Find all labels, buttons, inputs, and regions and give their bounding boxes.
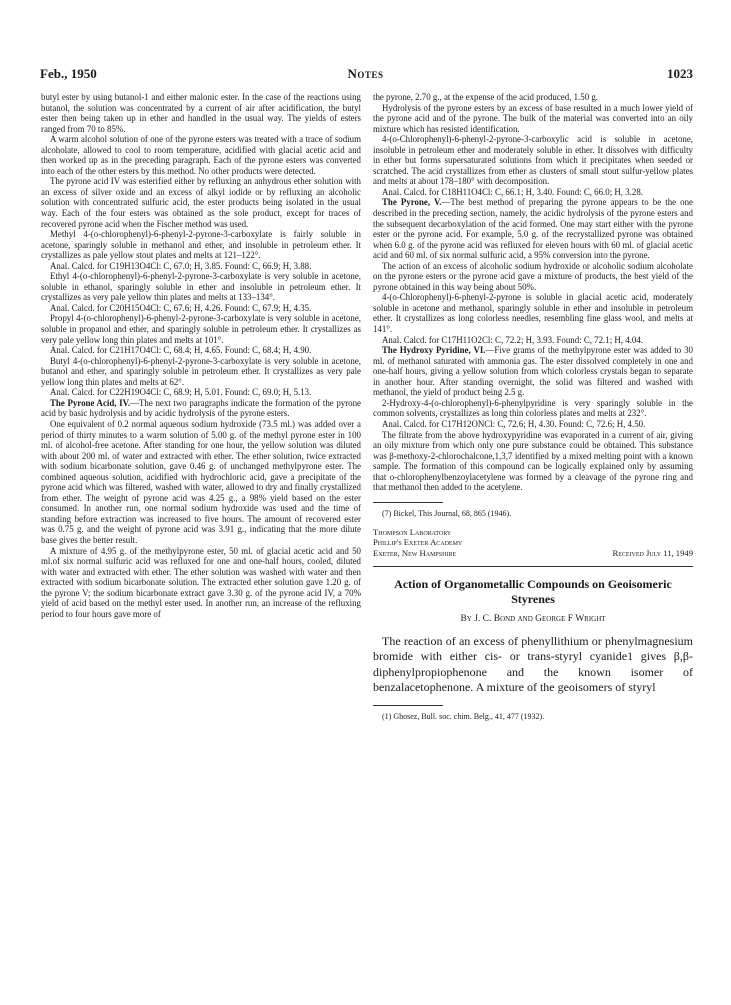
- compound-description: 4-(o-Chlorophenyl)-6-phenyl-2-pyrone is soluble in glacial acetic acid, moderately soluble in acetone and methanol, sparingly soluble in ether and insoluble in petroleum ether. It crystallizes as long colorless needles, resembling fine glass wool, and melts at 141°.: [373, 292, 693, 335]
- paragraph: A mixture of 4.95 g. of the methylpyrone ester, 50 ml. of glacial acetic acid and 50 ml.of six normal sulfuric acid was refluxed for one and one-half hours, cooled, diluted with water and extracted with ether. The ether solution was washed with water and then extracted with sodium bicarbonate solution. The extracted ether solution gave 1.20 g. of the pyrone V; the sodium bicarbonate extract gave 3.30 g. of the pyrone acid IV, a 70% yield of acid based on the methyl ester used. In another run, an increase of the refluxing period to four hours gave more of: [41, 545, 361, 619]
- paragraph: The filtrate from the above hydroxypyridine was evaporated in a current of air, giving an oily mixture from which only one pure substance could be obtained. This substance was β-methoxy-2-chlorochalcone,1,3,7 identified by a mixed melting point with a known sample. The formation of this compound can be logically explained only by assuming that o-chlorophenylbenzoylacetylene was formed by a cleavage of the pyrone ring and that methanol then added to the acetylene.: [373, 429, 693, 493]
- compound-description: Methyl 4-(o-chlorophenyl)-6-phenyl-2-pyrone-3-carboxylate is fairly soluble in acetone, sparingly soluble in methanol and ether, and insoluble in petroleum ether. It crystallizes as pale yellow stout plates and melts at 121–122°.: [41, 229, 361, 261]
- analysis-line: Anal. Calcd. for C20H15O4Cl: C, 67.6; H, 4.26. Found: C, 67.9; H, 4.35.: [50, 302, 312, 313]
- footnote: (7) Bickel, This Journal, 68, 865 (1946).: [382, 508, 512, 518]
- paragraph: the pyrone, 2.70 g., at the expense of the acid produced, 1.50 g.: [373, 92, 599, 102]
- article-intro: The reaction of an excess of phenyllithium or phenylmagnesium bromide with either cis- or trans-styryl cyanide1 gives β,β-diphenylpropiophenone and the known isomer of benzalacetophenone. A mixture of the geoisomers of styryl: [373, 633, 693, 695]
- article-divider: [373, 566, 693, 567]
- received-date: Received July 11, 1949: [612, 547, 693, 558]
- byline: By J. C. Bond and George F Wright: [460, 614, 606, 625]
- header-date: Feb., 1950: [40, 66, 97, 81]
- paragraph: The action of an excess of alcoholic sodium hydroxide or alcoholic sodium alcoholate on the pyrone esters or the pyrone acid gave a mixture of products, the best yield of the pyrone obtained in this way being about 50%.: [373, 260, 693, 292]
- compound-description: 2-Hydroxy-4-(o-chlorophenyl)-6-phenylpyridine is very sparingly soluble in the common solvents, crystallizes as long thin colorless plates and melts at 232°.: [373, 397, 693, 419]
- section-paragraph: [373, 345, 693, 398]
- section-paragraph: [41, 398, 361, 419]
- section-heading: The Hydroxy Pyridine, VI.: [382, 345, 486, 356]
- paragraph: Hydrolysis of the pyrone esters by an excess of base resulted in a much lower yield of the pyrone acid and of the pyrone. The bulk of the material was converted into an oily mixture which has resisted identification.: [373, 102, 693, 134]
- footnote: (1) Ghosez, Bull. soc. chim. Belg., 41, 477 (1932).: [382, 711, 545, 721]
- paragraph: A warm alcohol solution of one of the pyrone esters was treated with a trace of sodium alcoholate, allowed to cool to room temperature, acidified with glacial acetic acid and then worked up as in the preceding paragraph. Each of the pyrone esters was converted into each of the other esters by this method. No other products were detected.: [41, 134, 361, 176]
- address-line: Thompson Laboratory: [373, 526, 452, 537]
- article-title: Action of Organometallic Compounds on Geoisomeric Styrenes: [394, 577, 672, 606]
- header-section: Notes: [347, 66, 384, 81]
- compound-description: Butyl 4-(o-chlorophenyl)-6-phenyl-2-pyrone-3-carboxylate is very soluble in acetone, butanol and ether, and sparingly soluble in petroleum ether. It crystallizes as very pale yellow long thin plates and melts at 62°.: [41, 355, 361, 387]
- compound-description: Ethyl 4-(o-chlorophenyl)-6-phenyl-2-pyrone-3-carboxylate is very soluble in acetone, soluble in ethanol, sparingly soluble in ether and insoluble in petroleum ether. It crystallizes as very pale yellow thin plates and melts at 133–134°.: [41, 271, 361, 303]
- section-paragraph: [373, 197, 693, 260]
- analysis-line: Anal. Calcd. for C19H13O4Cl: C, 67.0; H, 3.85. Found: C, 66.9; H, 3.88.: [50, 260, 312, 271]
- address-line: Exeter, New Hampshire: [373, 547, 457, 558]
- header-page-number: 1023: [667, 66, 693, 81]
- right-column: [373, 92, 693, 722]
- compound-description: 4-(o-Chlorophenyl)-6-phenyl-2-pyrone-3-carboxylic acid is soluble in acetone, insoluble in petroleum ether and moderately soluble in ether. It dissolves with difficulty in ether but forms supersaturated solutions from which it precipitates when seeded or scratched. The acid crystallizes from ether as clusters of small stout sulfur-yellow plates and melts at about 178–180° with decomposition.: [373, 134, 693, 187]
- section-text: —Five grams of the methylpyrone ester was added to 30 ml. of methanol saturated with ammonia gas. The ester dissolved completely in one and one-half hours, giving a yellow solution from which colorless crystals began to separate in another hour. After standing overnight, the solid was filtered and washed with methanol, the yield of product being 2.5 g.: [373, 345, 693, 398]
- paragraph: butyl ester by using butanol-1 and either malonic ester. In the case of the reactions using butanol, the solution was concentrated by a current of air after acidification, the butyl ester then being taken up in ether and handled in the usual way. The yields of esters ranged from 70 to 85%.: [41, 92, 361, 134]
- analysis-line: Anal. Calcd. for C21H17O4Cl: C, 68.4; H, 4.65. Found: C, 68.4; H, 4.90.: [50, 345, 312, 356]
- paragraph: The pyrone acid IV was esterified either by refluxing an anhydrous ether solution with an excess of silver oxide and an excess of alkyl iodide or by refluxing an alcoholic solution with concentrated sulfuric acid, the ester products being isolated in the usual way. Each of the four esters was obtained as the sole product, except for traces of recovered pyrone acid when the Fischer method was used.: [41, 176, 361, 229]
- section-heading: The Pyrone, V.: [382, 197, 442, 208]
- left-column: [41, 92, 361, 619]
- section-heading: The Pyrone Acid, IV.: [50, 397, 131, 408]
- affiliation-block: [373, 527, 693, 559]
- footnote-divider: [373, 705, 443, 706]
- analysis-line: Anal. Calcd. for C17H11O2Cl: C, 72.2; H, 3.93. Found: C, 72.1; H, 4.04.: [382, 334, 643, 345]
- footnote-divider: [373, 502, 443, 503]
- address-received-row: [373, 548, 693, 559]
- paragraph: One equivalent of 0.2 normal aqueous sodium hydroxide (73.5 ml.) was added over a period of thirty minutes to a warm solution of 5.00 g. of the methyl pyrone ester in 100 ml. of alcohol-free acetone. After standing for one hour, the yellow solution was diluted with about 200 ml. of water and extracted with ether. The ether solution, twice extracted with sodium bicarbonate solution, gave 0.46 g. of unchanged methylpyrone ester. The combined aqueous solution, acidified with hydrochloric acid, gave a precipitate of the pyrone acid which was filtered, washed with water, allowed to dry and finally crystallized from ether. The weight of pyrone acid was 4.25 g., a 98% yield based on the ester consumed. In another run, one normal sodium hydroxide was used and the time of standing before extraction was increased to five hours. The amount of recovered ester was 0.75 g. and the weight of pyrone acid was 3.91 g., indicating that the more dilute base gives the better result.: [41, 418, 361, 545]
- section-text: —The next two paragraphs indicate the formation of the pyrone acid by basic hydrolysis and by acidic hydrolysis of the pyrone esters.: [41, 397, 361, 419]
- analysis-line: Anal. Calcd. for C22H19O4Cl: C, 68.9; H, 5.01. Found: C, 69.0; H, 5.13.: [50, 387, 312, 398]
- section-text: —The best method of preparing the pyrone appears to be the one described in the preceding section, namely, the acidic hydrolysis of the pyrone esters and the subsequent decarboxylation of the acid formed. One may start either with the pyrone ester or the pyrone acid. For example, 5.0 g. of the recrystallized pyrone was obtained when 6.0 g. of the pyrone acid was refluxed for eleven hours with 60 ml. of glacial acetic acid and 60 ml. of six normal sulfuric acid, a 95% conversion into the pyrone.: [373, 197, 693, 261]
- analysis-line: Anal. Calcd. for C18H11O4Cl: C, 66.1; H, 3.40. Found: C, 66.0; H, 3.28.: [382, 186, 643, 197]
- analysis-line: Anal. Calcd. for C17H12ONCl: C, 72.6; H, 4.30. Found: C, 72.6; H, 4.50.: [382, 418, 646, 429]
- compound-description: Propyl 4-(o-chlorophenyl)-6-phenyl-2-pyrone-3-carboxylate is very soluble in acetone, soluble in propanol and ether, and sparingly soluble in petroleum ether. It crystallizes as very pale yellow long thin plates and melts at 101°.: [41, 313, 361, 345]
- address-line: Phillip's Exeter Academy: [373, 537, 463, 548]
